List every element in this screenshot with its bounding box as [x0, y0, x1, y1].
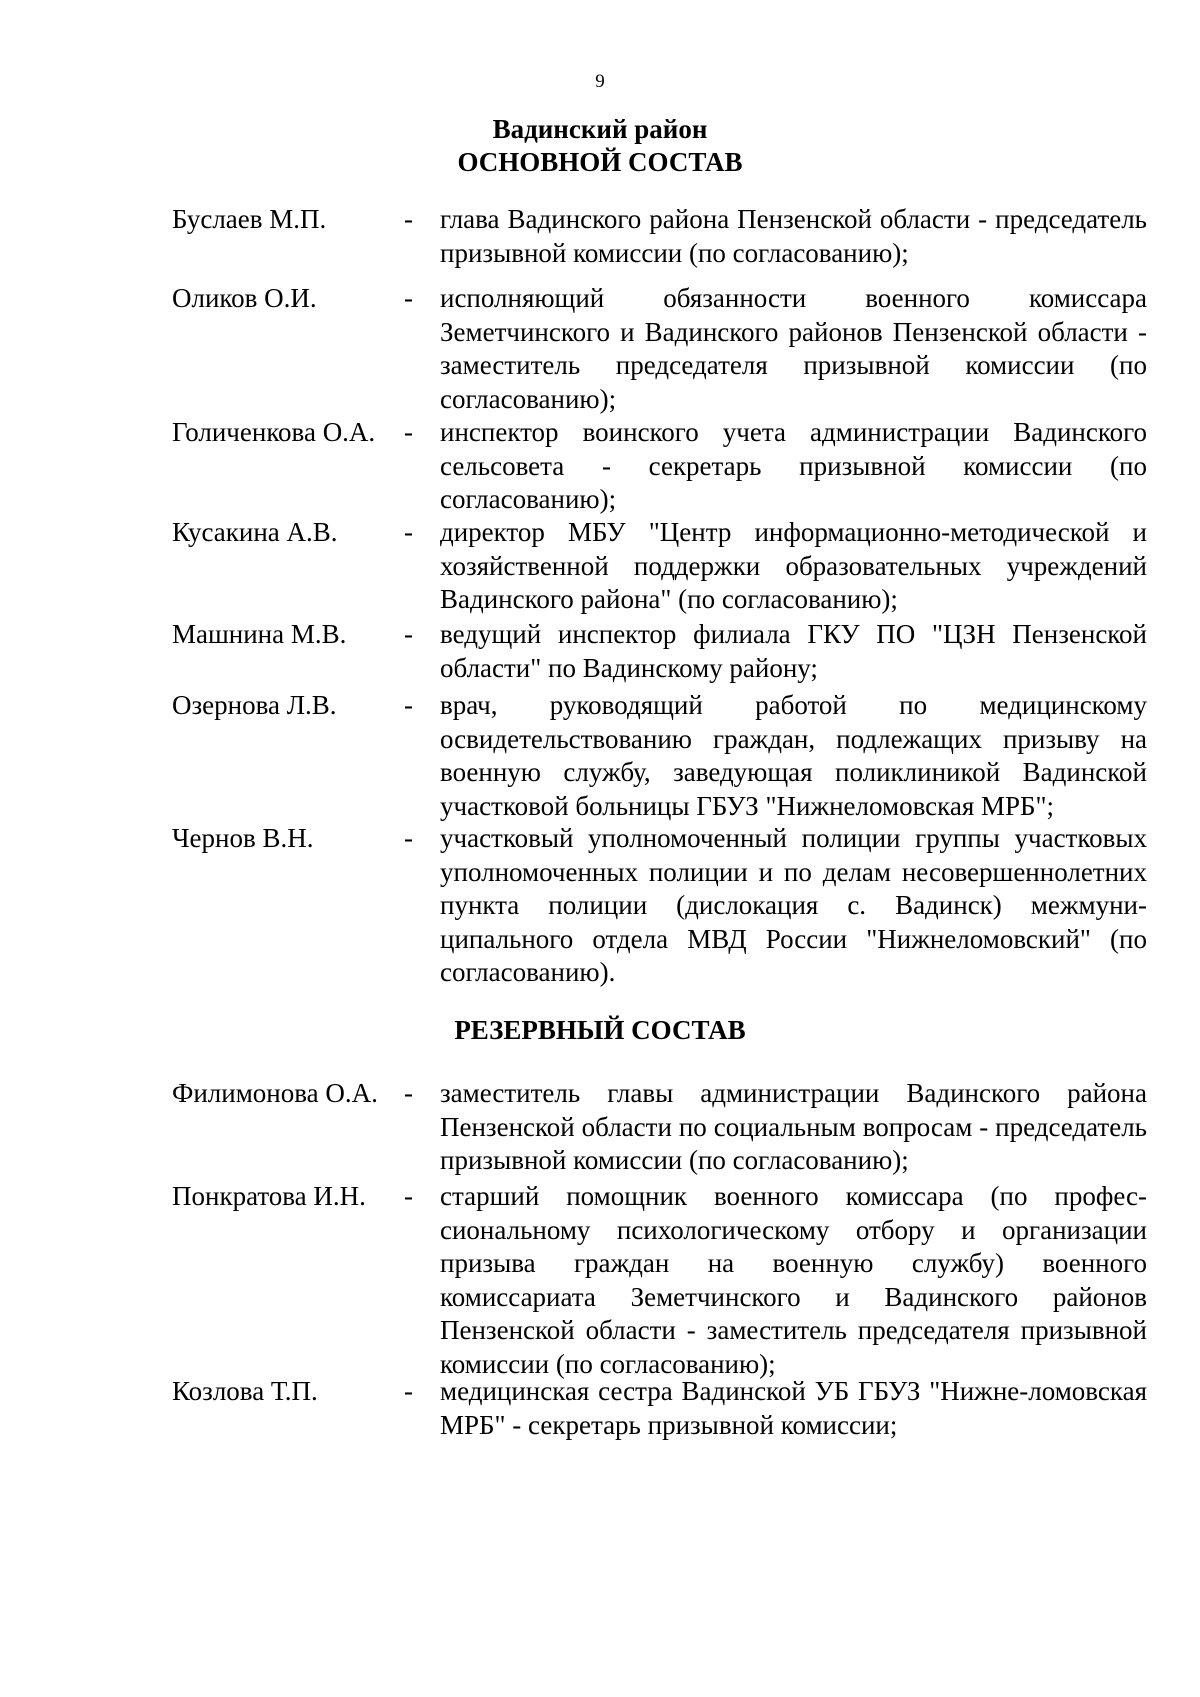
reserve-member-entry	[172, 1180, 1147, 1381]
member-name: Кусакина А.В.	[172, 517, 338, 547]
member-position: медицинская сестра Вадинской УБ ГБУЗ "Нижне-ломовская МРБ" - секретарь призывной комиссии;	[440, 1376, 1147, 1440]
member-entry	[172, 516, 1147, 617]
member-dash: -	[404, 823, 413, 853]
district-title: Вадинский район	[492, 114, 708, 144]
member-entry	[172, 618, 1147, 685]
member-position: заместитель главы администрации Вадинского района Пензенской области по социальным вопросам - председатель призывной комиссии (по согласованию);	[440, 1078, 1147, 1175]
member-name: Чернов В.Н.	[172, 823, 314, 853]
member-entry	[172, 416, 1147, 517]
member-dash: -	[404, 283, 413, 313]
member-position: старший помощник военного комиссара (по профес-сиональному психологическому отбору и организации призыва граждан на военную службу) военного комиссариата Земетчинского и Вадинского районов Пензенской области - заместитель председателя призывной комиссии (по согласованию);	[440, 1181, 1147, 1379]
member-name: Озернова Л.В.	[172, 690, 337, 720]
member-dash: -	[404, 517, 413, 547]
member-position: врач, руководящий работой по медицинскому освидетельствованию граждан, подлежащих призыву на военную службу, заведующая поликлиникой Вадинской участковой больницы ГБУЗ "Нижнеломовская МРБ";	[440, 690, 1147, 821]
member-position: глава Вадинского района Пензенской области - председатель призывной комиссии (по согласованию);	[440, 204, 1147, 268]
member-entry	[172, 282, 1147, 416]
member-dash: -	[404, 690, 413, 720]
member-position: директор МБУ "Центр информационно-методической и хозяйственной поддержки образовательных учреждений Вадинского района" (по согласованию);	[440, 517, 1147, 614]
document-heading	[0, 113, 1200, 179]
member-name: Филимонова О.А.	[172, 1078, 378, 1108]
member-entry	[172, 822, 1147, 990]
reserve-member-entry	[172, 1375, 1147, 1442]
reserve-composition-title: РЕЗЕРВНЫЙ СОСТАВ	[454, 1015, 746, 1045]
member-position: инспектор воинского учета администрации Вадинского сельсовета - секретарь призывной комиссии (по согласованию);	[440, 417, 1147, 514]
member-name: Голиченкова О.А.	[172, 417, 376, 447]
member-name: Машнина М.В.	[172, 619, 347, 649]
member-position: участковый уполномоченный полиции группы участковых уполномоченных полиции и по делам несовершеннолетних пункта полиции (дислокация с. Вадинск) межмуни-ципального отдела МВД России "Нижнеломовский" (по согласованию).	[440, 823, 1147, 987]
member-entry	[172, 689, 1147, 823]
member-position: исполняющий обязанности военного комиссара Земетчинского и Вадинского районов Пензенской области - заместитель председателя призывной комиссии (по согласованию);	[440, 283, 1147, 414]
member-name: Козлова Т.П.	[172, 1376, 318, 1406]
member-dash: -	[404, 1376, 413, 1406]
member-entry	[172, 203, 1147, 270]
member-position: ведущий инспектор филиала ГКУ ПО "ЦЗН Пензенской области" по Вадинскому району;	[440, 619, 1147, 683]
main-composition-title: ОСНОВНОЙ СОСТАВ	[457, 147, 743, 177]
reserve-member-entry	[172, 1077, 1147, 1178]
member-dash: -	[404, 204, 413, 234]
page-number: 9	[595, 71, 605, 92]
member-name: Оликов О.И.	[172, 283, 317, 313]
member-dash: -	[404, 619, 413, 649]
member-name: Понкратова И.Н.	[172, 1181, 366, 1211]
member-dash: -	[404, 417, 413, 447]
member-name: Буслаев М.П.	[172, 204, 327, 234]
member-dash: -	[404, 1181, 413, 1211]
member-dash: -	[404, 1078, 413, 1108]
